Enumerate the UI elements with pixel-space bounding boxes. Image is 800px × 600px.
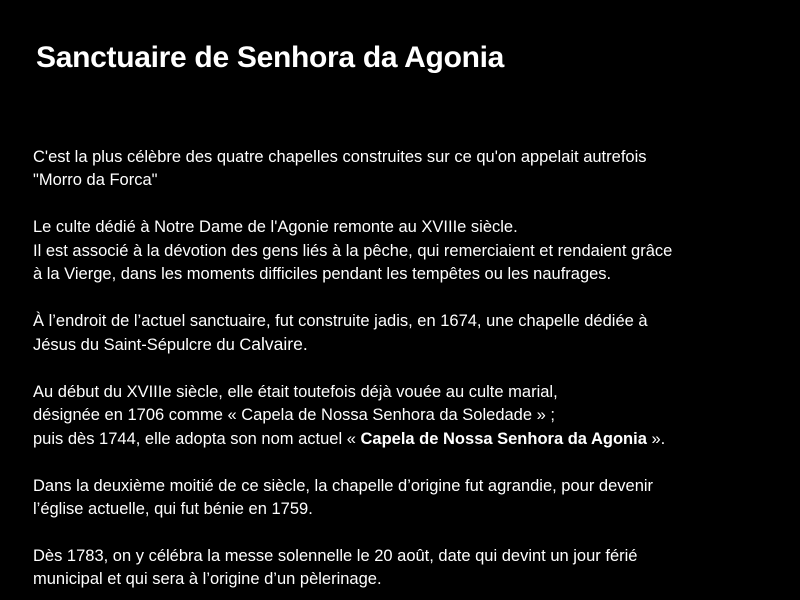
paragraph-chapelle-1674 xyxy=(33,310,773,358)
page-title: Sanctuaire de Senhora da Agonia xyxy=(36,41,505,74)
text-line: Dans la deuxième moitié de ce siècle, la chapelle d’origine fut agrandie, pour devenir xyxy=(33,476,654,495)
text-line: désignée en 1706 comme « Capela de Nossa Senhora da Soledade » ; xyxy=(33,406,555,425)
text-fragment: Jésus du Saint-Sépulcre du C xyxy=(33,336,252,355)
text-fragment: puis dès 1744, elle adopta son nom actuel « xyxy=(33,429,361,448)
text-line: à la Vierge, dans les moments difficiles pendant les tempêtes ou les naufrages. xyxy=(33,265,612,284)
paragraph-pelerinage xyxy=(33,545,773,592)
chapel-name-bold: Capela de Nossa Senhora da Agonia xyxy=(360,429,647,448)
text-line xyxy=(33,333,773,357)
body-text xyxy=(33,146,773,592)
paragraph-culte xyxy=(33,216,773,286)
text-line: Dès 1783, on y célébra la messe solennelle le 20 août, date qui devint un jour férié xyxy=(33,546,638,565)
text-line: "Morro da Forca" xyxy=(33,171,158,190)
text-fragment: ». xyxy=(646,429,666,448)
text-line xyxy=(33,428,773,451)
text-line: C'est la plus célèbre des quatre chapelles construites sur ce qu'on appelait autrefois xyxy=(33,148,647,166)
paragraph-culte-marial xyxy=(33,381,773,451)
text-line: Au début du XVIIIe siècle, elle était toutefois déjà vouée au culte marial, xyxy=(33,383,558,402)
paragraph-morro-da-forca xyxy=(33,146,773,193)
text-line: Il est associé à la dévotion des gens liés à la pêche, qui remerciaient et rendaient grâce xyxy=(33,241,673,260)
paragraph-agrandie xyxy=(33,475,773,522)
text-line: Le culte dédié à Notre Dame de l'Agonie remonte au XVIIIe siècle. xyxy=(33,218,518,237)
text-line: municipal et qui sera à l’origine d’un pèlerinage. xyxy=(33,570,382,589)
text-line: À l’endroit de l’actuel sanctuaire, fut construite jadis, en 1674, une chapelle dédiée à xyxy=(33,311,648,330)
text-fragment-larger: alvaire. xyxy=(251,334,308,355)
text-line: l’église actuelle, qui fut bénie en 1759. xyxy=(33,500,313,519)
